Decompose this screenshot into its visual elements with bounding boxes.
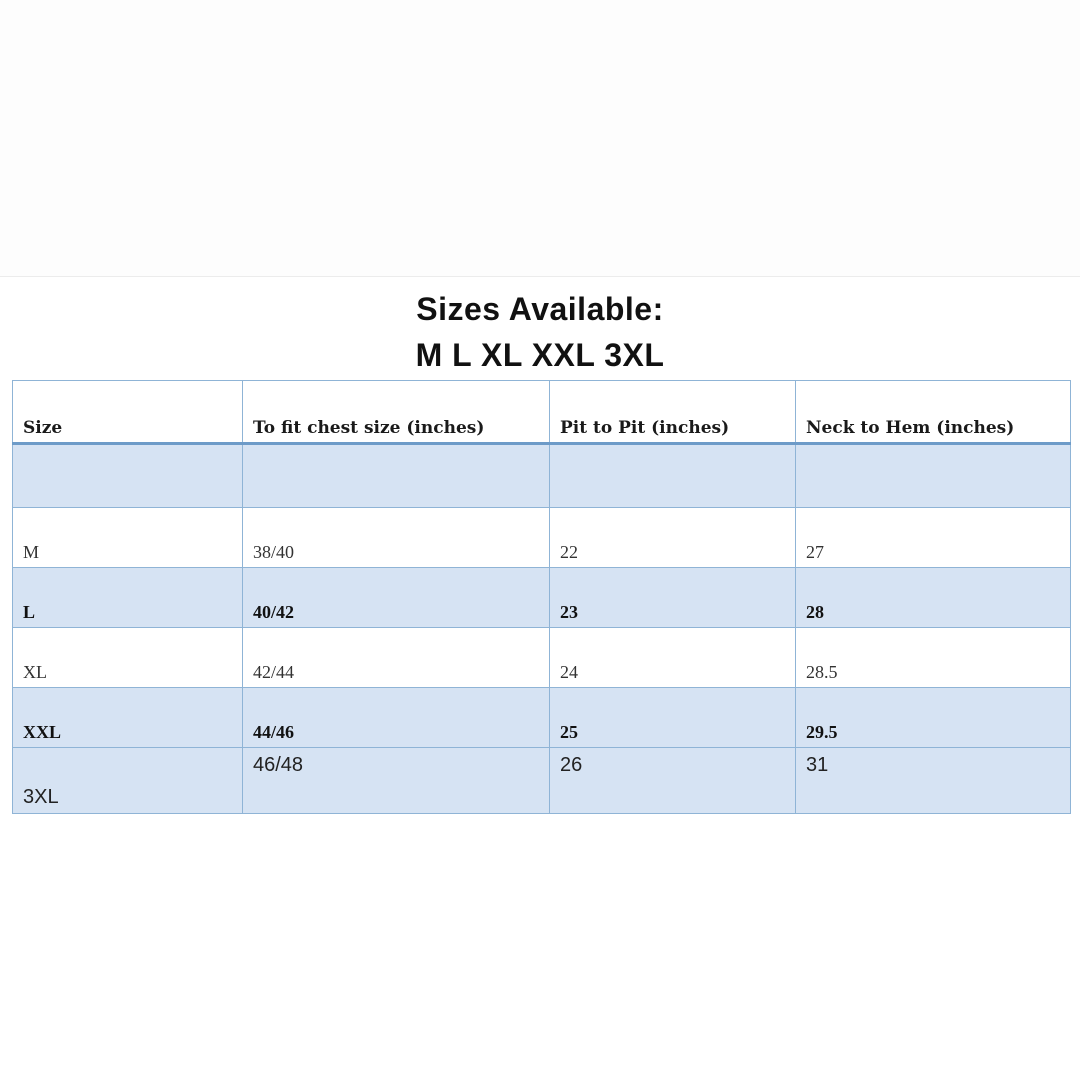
- table-header-row: [13, 381, 1071, 444]
- table-cell: XXL: [13, 688, 243, 748]
- table-cell: [243, 444, 550, 508]
- table-cell: 28.5: [796, 628, 1071, 688]
- table-row-l: [13, 568, 1071, 628]
- table-row-blank: [13, 444, 1071, 508]
- table-cell: L: [13, 568, 243, 628]
- table-cell: 46/48: [243, 748, 550, 814]
- table-row-3xl: [13, 748, 1071, 814]
- table-cell: XL: [13, 628, 243, 688]
- header-neck-to-hem: Neck to Hem (inches): [796, 381, 1071, 444]
- title-line-1: Sizes Available:: [416, 291, 664, 327]
- header-size: Size: [13, 381, 243, 444]
- table-cell: 38/40: [243, 508, 550, 568]
- table-cell: [550, 444, 796, 508]
- table-cell: 3XL: [13, 748, 243, 814]
- table-cell: 26: [550, 748, 796, 814]
- table-cell: [796, 444, 1071, 508]
- table-row-m: [13, 508, 1071, 568]
- page-title: [0, 286, 1080, 378]
- table-cell: [13, 444, 243, 508]
- table-cell: 40/42: [243, 568, 550, 628]
- table-cell: 31: [796, 748, 1071, 814]
- table-cell: 24: [550, 628, 796, 688]
- table-cell: 42/44: [243, 628, 550, 688]
- table-row-xxl: [13, 688, 1071, 748]
- table-cell: 29.5: [796, 688, 1071, 748]
- table-cell: 44/46: [243, 688, 550, 748]
- size-chart-table: [12, 380, 1071, 814]
- table-cell: M: [13, 508, 243, 568]
- table-row-xl: [13, 628, 1071, 688]
- header-pit-to-pit: Pit to Pit (inches): [550, 381, 796, 444]
- table-cell: 27: [796, 508, 1071, 568]
- table-cell: 28: [796, 568, 1071, 628]
- table-cell: 25: [550, 688, 796, 748]
- header-chest: To fit chest size (inches): [243, 381, 550, 444]
- table-cell: 23: [550, 568, 796, 628]
- title-line-2: M L XL XXL 3XL: [415, 337, 665, 373]
- top-band: [0, 0, 1080, 277]
- table-cell: 22: [550, 508, 796, 568]
